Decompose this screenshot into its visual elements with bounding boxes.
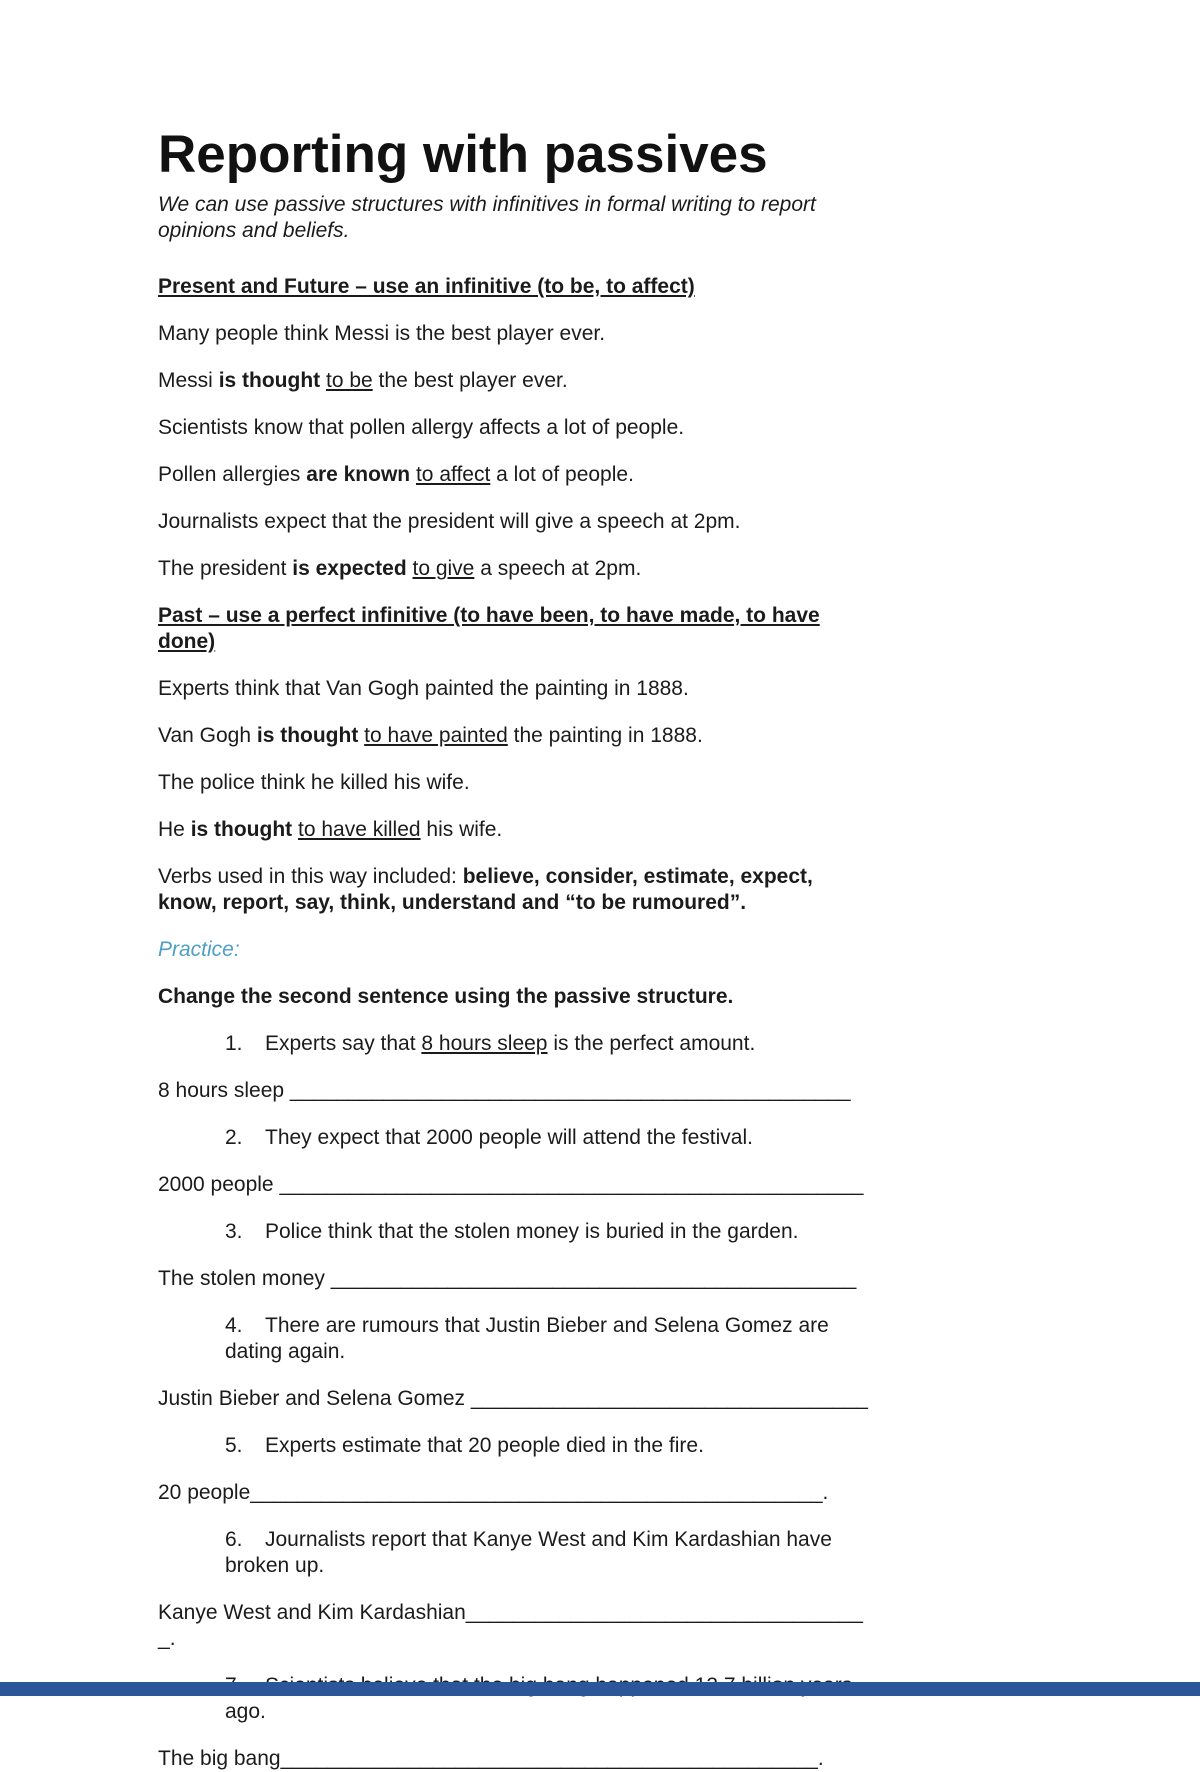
text-segment: He <box>158 818 191 841</box>
text-segment: the best player ever. <box>372 369 568 392</box>
list-item-text <box>265 1220 799 1243</box>
text-segment: Journalists report that Kanye West and Kim Kardashian have broken up. <box>225 1528 832 1577</box>
document-body <box>158 274 874 1772</box>
list-item <box>158 1219 874 1245</box>
text-segment: 2000 people <box>158 1173 280 1196</box>
text-segment: There are rumours that Justin Bieber and Selena Gomez are dating again. <box>225 1314 829 1363</box>
text-segment: ______________________________________________ <box>280 1747 818 1770</box>
text-segment: Experts estimate that 20 people died in the fire. <box>265 1434 704 1457</box>
text-segment: is thought <box>256 724 365 747</box>
text-segment: Experts think that Van Gogh painted the painting in 1888. <box>158 677 689 700</box>
section-heading <box>158 274 874 300</box>
instruction-text <box>158 984 874 1010</box>
text-segment: Police think that the stolen money is buried in the garden. <box>265 1220 799 1243</box>
text-segment: Experts say that <box>265 1032 422 1055</box>
answer-line <box>158 1480 874 1506</box>
text-segment: Past – use a perfect infinitive (to have been, to have made, to have done) <box>158 604 820 653</box>
text-segment: __________________________________ <box>470 1387 868 1410</box>
paragraph <box>158 723 874 749</box>
document-title: Reporting with passives <box>158 125 768 184</box>
text-segment: to be <box>326 369 373 392</box>
text-segment: a speech at 2pm. <box>474 557 642 580</box>
section-heading <box>158 603 874 655</box>
list-item-text <box>265 1032 755 1055</box>
text-segment: _________________________________________________ <box>250 1481 823 1504</box>
paragraph <box>158 556 874 582</box>
text-segment: ago. <box>225 1700 266 1723</box>
text-segment: ________________________________________________ <box>289 1079 851 1102</box>
text-segment: Scientists know that pollen allergy affects a lot of people. <box>158 416 685 439</box>
text-segment: Messi <box>158 369 219 392</box>
text-segment: . <box>822 1481 829 1504</box>
practice-label <box>158 937 874 963</box>
paragraph <box>158 676 874 702</box>
paragraph <box>158 321 874 347</box>
answer-line <box>158 1172 874 1198</box>
text-segment: is thought <box>190 818 298 841</box>
paragraph <box>158 817 874 843</box>
list-item-number: 2. <box>225 1126 243 1149</box>
text-segment: The big bang <box>158 1747 281 1770</box>
text-segment: Journalists expect that the president will give a speech at 2pm. <box>158 510 741 533</box>
list-item <box>158 1313 874 1365</box>
text-segment: 20 people <box>158 1481 251 1504</box>
list-item <box>158 1125 874 1151</box>
text-segment: to give <box>412 557 475 580</box>
list-item-number: 5. <box>225 1434 243 1457</box>
paragraph <box>158 770 874 796</box>
text-segment: 8 hours sleep <box>421 1032 548 1055</box>
text-segment: believe, consider, estimate, expect, know, report, say, think, understand and “to be rumoured”. <box>158 865 813 914</box>
list-item <box>158 1031 874 1057</box>
text-segment: Kanye West and Kim Kardashian <box>158 1601 466 1624</box>
list-item <box>158 1433 874 1459</box>
text-segment: to affect <box>415 463 491 486</box>
text-segment: . <box>169 1627 176 1650</box>
list-item-number: 4. <box>225 1314 243 1337</box>
text-segment: Change the second sentence using the passive structure. <box>158 985 734 1008</box>
text-segment: is the perfect amount. <box>547 1032 756 1055</box>
text-segment: to have killed <box>298 818 421 841</box>
answer-line <box>158 1600 874 1652</box>
footer-accent-bar <box>0 1682 1200 1696</box>
text-segment: is expected <box>292 557 413 580</box>
list-item-number: 1. <box>225 1032 243 1055</box>
text-segment: They expect that 2000 people will attend the festival. <box>265 1126 753 1149</box>
list-item <box>158 1527 874 1579</box>
answer-line <box>158 1266 874 1292</box>
text-segment: Van Gogh <box>158 724 257 747</box>
text-segment: ___________________________________ <box>158 1601 863 1650</box>
paragraph <box>158 864 874 916</box>
paragraph <box>158 462 874 488</box>
text-segment: to have painted <box>364 724 508 747</box>
list-item-text <box>225 1314 829 1363</box>
text-segment: The police think he killed his wife. <box>158 771 470 794</box>
text-segment: Present and Future – use an infinitive (to be, to affect) <box>158 275 695 298</box>
text-segment: Justin Bieber and Selena Gomez <box>158 1387 471 1410</box>
text-segment: Practice: <box>158 938 240 961</box>
document-subtitle: We can use passive structures with infinitives in formal writing to report opinions and beliefs. <box>158 193 816 242</box>
text-segment: is thought <box>218 369 326 392</box>
text-segment: _____________________________________________ <box>330 1267 857 1290</box>
text-segment: Pollen allergies <box>158 463 307 486</box>
text-segment: are known <box>306 463 416 486</box>
answer-line <box>158 1078 874 1104</box>
list-item-text <box>225 1528 832 1577</box>
text-segment: __________________________________________________ <box>279 1173 864 1196</box>
paragraph <box>158 509 874 535</box>
paragraph <box>158 415 874 441</box>
list-item <box>158 1673 874 1725</box>
text-segment: The president <box>158 557 293 580</box>
text-segment: . <box>817 1747 824 1770</box>
list-item-number: 3. <box>225 1220 243 1243</box>
answer-line <box>158 1746 874 1772</box>
text-segment: the painting in 1888. <box>507 724 703 747</box>
list-item-number: 6. <box>225 1528 243 1551</box>
list-item-text <box>265 1434 704 1457</box>
text-segment: a lot of people. <box>490 463 634 486</box>
text-segment: The stolen money <box>158 1267 331 1290</box>
list-item-text <box>265 1126 753 1149</box>
text-segment: Many people think Messi is the best player ever. <box>158 322 606 345</box>
text-segment: Verbs used in this way included: <box>158 865 463 888</box>
paragraph <box>158 368 874 394</box>
text-segment: his wife. <box>420 818 503 841</box>
text-segment: 8 hours sleep <box>158 1079 290 1102</box>
answer-line <box>158 1386 874 1412</box>
